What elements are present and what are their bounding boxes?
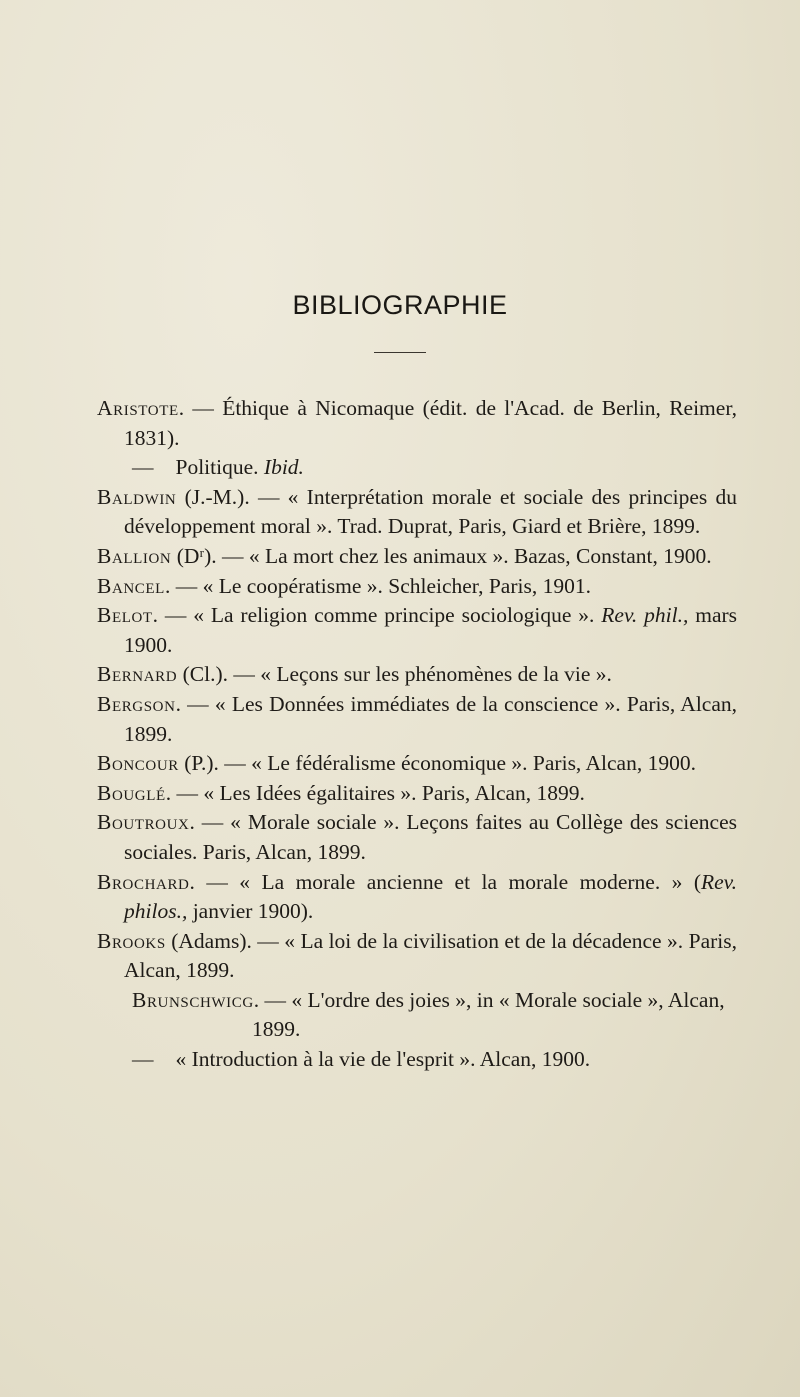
entry-author: Brunschwicg	[132, 987, 254, 1012]
bibliography-entry	[97, 1045, 737, 1075]
entry-author: Brooks	[97, 928, 166, 953]
entry-text: (Dʳ). — « La mort chez les animaux ». Bazas, Constant, 1900.	[176, 543, 712, 568]
entry-separator: . —	[253, 987, 292, 1012]
bibliography-entry	[97, 779, 737, 809]
entry-text: (J.-M.). — « Interprétation morale et sociale des principes du développement moral ». Trad. Duprat, Paris, Giard et Brière, 1899.	[124, 484, 737, 539]
bibliography-entry	[97, 660, 737, 690]
entry-text: (P.). — « Le fédéralisme économique ». Paris, Alcan, 1900.	[184, 751, 696, 776]
entry-separator	[176, 485, 184, 509]
entry-text: (Adams). — « La loi de la civilisation et de la décadence ». Paris, Alcan, 1899.	[124, 928, 737, 983]
entry-separator: . —	[175, 691, 215, 716]
entry-author: Boncour	[97, 751, 179, 776]
bibliography-entry	[97, 601, 737, 660]
entry-separator: . —	[178, 396, 223, 420]
entry-separator: . —	[152, 603, 194, 628]
bibliography-entry	[97, 986, 737, 1045]
title-rule	[374, 352, 426, 353]
entry-text: (Cl.). — « Leçons sur les phénomènes de la vie ».	[182, 662, 612, 687]
entry-author: Bernard	[97, 662, 178, 687]
bibliography-entry	[97, 808, 737, 867]
entry-author: Bancel	[97, 573, 165, 598]
entry-italic: Rev. phil.,	[601, 603, 689, 628]
entry-text: Politique.	[175, 455, 264, 480]
entry-text: Éthique à Nicomaque (édit. de l'Acad. de Berlin, Reimer, 1831).	[124, 396, 737, 450]
entry-author: Bergson	[97, 691, 176, 716]
entry-text: « Les Données immédiates de la conscience ». Paris, Alcan, 1899.	[124, 691, 737, 746]
bibliography-entry	[97, 453, 737, 483]
entry-text: « La religion comme principe sociologique ».	[193, 603, 602, 628]
bibliography-entry	[97, 749, 737, 779]
entry-separator: . —	[164, 573, 203, 598]
entry-author: Boutroux	[97, 810, 190, 835]
entry-text: « Le coopératisme ». Schleicher, Paris, 1901.	[202, 573, 591, 598]
bibliography-entry	[97, 394, 737, 453]
entry-author: —	[132, 1047, 154, 1072]
entry-author: Brochard	[97, 869, 190, 894]
entry-author: Ballion	[97, 543, 172, 568]
page-title: BIBLIOGRAPHIE	[292, 290, 508, 320]
bibliography-entry	[97, 690, 737, 749]
entry-tail: janvier 1900).	[187, 899, 314, 924]
entry-author: Baldwin	[97, 484, 177, 509]
entry-author: —	[132, 455, 154, 480]
entry-tail: mars 1900.	[124, 603, 738, 657]
bibliography-list	[97, 394, 737, 1075]
entry-author: Belot	[97, 603, 153, 628]
bibliography-entry	[97, 927, 737, 986]
entry-text: « Introduction à la vie de l'esprit ». Alcan, 1900.	[175, 1047, 591, 1072]
entry-text: « Morale sociale ». Leçons faites au Collège des sciences sociales. Paris, Alcan, 1899.	[124, 810, 738, 864]
entry-text: « La morale ancienne et la morale moderne. » (	[239, 869, 701, 894]
entry-author: Aristote	[97, 396, 179, 420]
entry-separator: . —	[189, 810, 231, 835]
entry-author: Bouglé	[97, 780, 166, 805]
entry-text: « L'ordre des joies », in « Morale sociale », Alcan, 1899.	[252, 987, 725, 1042]
bibliography-entry	[97, 868, 737, 927]
entry-italic: Ibid.	[263, 455, 304, 480]
entry-italic: Rev. philos.,	[124, 869, 737, 924]
entry-separator: . —	[165, 780, 204, 805]
entry-text: « Les Idées égalitaires ». Paris, Alcan, 1899.	[203, 780, 585, 805]
entry-separator: . —	[189, 869, 240, 894]
bibliography-entry	[97, 542, 737, 572]
bibliography-entry	[97, 572, 737, 602]
bibliography-entry	[97, 483, 737, 542]
